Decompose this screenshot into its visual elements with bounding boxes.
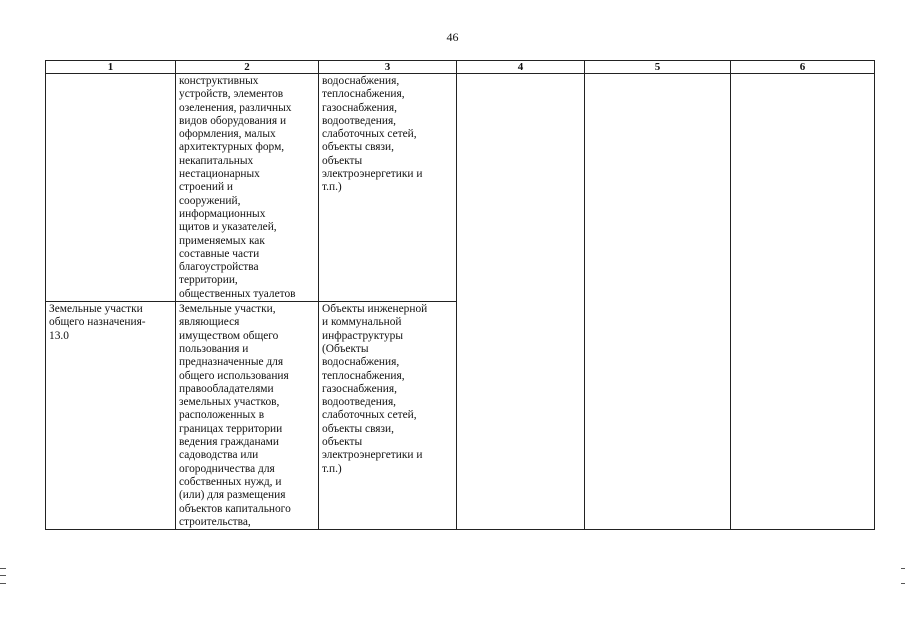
table-header-row bbox=[46, 61, 875, 74]
row2-col1: Земельные участки общего назначения- 13.0 bbox=[46, 302, 176, 530]
row2-col2: Земельные участки, являющиеся имуществом общего пользования и предназначенные для общего использования правообладателями земельных участков, расположенных в границах территории ведения гражданами садоводства или огородничества для собственных нужд, и (или) для размещения объектов капитального строительства, bbox=[176, 302, 319, 530]
table-row bbox=[46, 74, 875, 302]
header-col-2: 2 bbox=[176, 61, 319, 74]
header-col-6: 6 bbox=[731, 61, 875, 74]
row1-col6 bbox=[731, 74, 875, 530]
scan-edge-mark-left bbox=[0, 568, 6, 584]
row1-col2: конструктивных устройств, элементов озеленения, различных видов оборудования и оформления, малых архитектурных форм, некапитальных нестационарных строений и сооружений, информационных щитов и указателей, применяемых как составные части благоустройства территории, общественных туалетов bbox=[176, 74, 319, 302]
row1-col5 bbox=[585, 74, 731, 530]
row1-col4 bbox=[457, 74, 585, 530]
header-col-1: 1 bbox=[46, 61, 176, 74]
page-number: 46 bbox=[446, 30, 459, 44]
row2-col3: Объекты инженерной и коммунальной инфраструктуры (Объекты водоснабжения, теплоснабжения, газоснабжения, водоотведения, слаботочных сетей, объекты связи, объекты электроэнергетики и т.п.) bbox=[319, 302, 457, 530]
row1-col1 bbox=[46, 74, 176, 302]
scan-edge-mark-right bbox=[901, 568, 905, 584]
header-col-3: 3 bbox=[319, 61, 457, 74]
regulations-table bbox=[45, 60, 875, 530]
header-col-4: 4 bbox=[457, 61, 585, 74]
row1-col3: водоснабжения, теплоснабжения, газоснабжения, водоотведения, слаботочных сетей, объекты связи, объекты электроэнергетики и т.п.) bbox=[319, 74, 457, 302]
header-col-5: 5 bbox=[585, 61, 731, 74]
